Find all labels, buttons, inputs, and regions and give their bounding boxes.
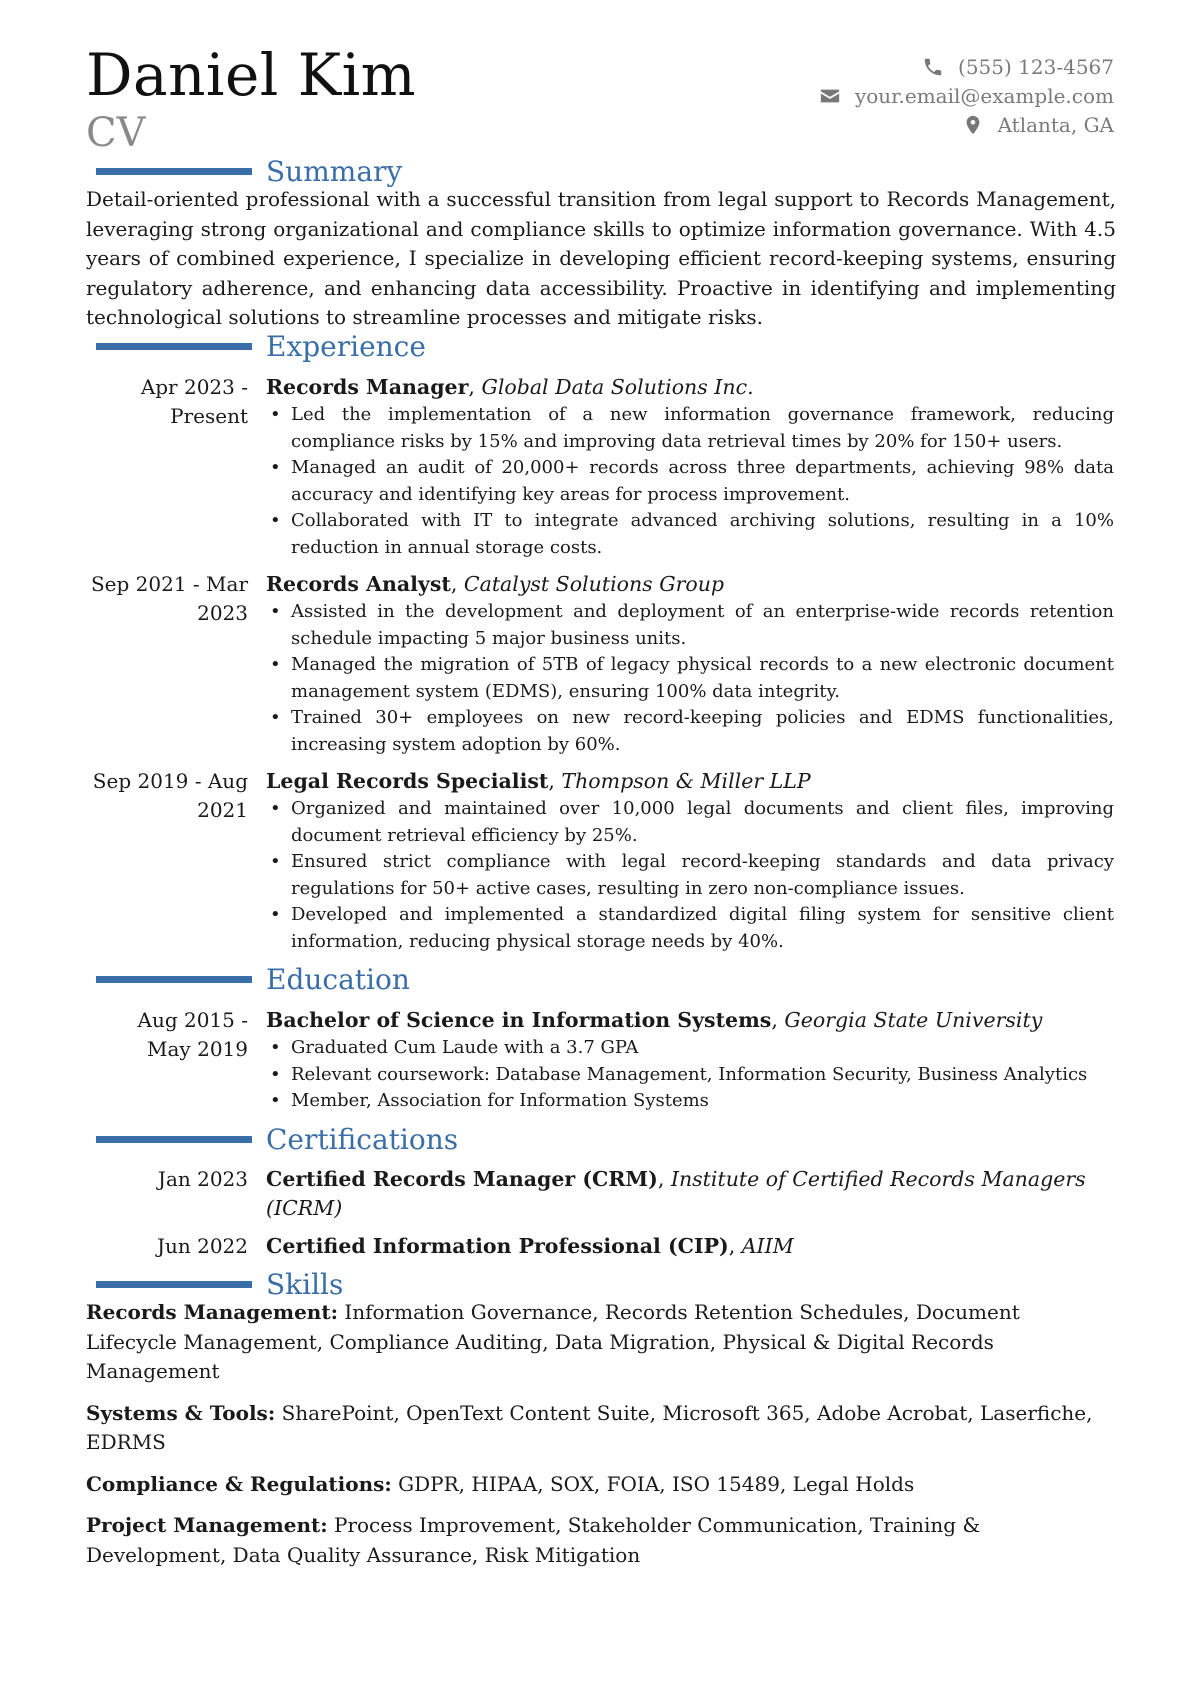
bullet-list bbox=[266, 1035, 1114, 1115]
bullet-item: • Organized and maintained over 10,000 legal documents and client files, improving document retrieval efficiency by 25%. bbox=[266, 796, 1114, 849]
skill-label: Project Management: bbox=[86, 1513, 328, 1537]
entry-body bbox=[266, 373, 1114, 561]
summary-text: Detail-oriented professional with a successful transition from legal support to Records Management, leveraging strong organizational and compliance skills to optimize information governance. With 4.5 years of combined experience, I specialize in developing efficient record-keeping systems, ensuring regulatory adherence, and enhancing data accessibility. Proactive in identifying and implementing technological solutions to streamline processes and mitigate risks. bbox=[86, 187, 1116, 329]
entry-header: Certified Information Professional (CIP), AIIM bbox=[266, 1234, 794, 1258]
entry-date: Jan 2023 bbox=[157, 1167, 248, 1191]
bullet-item: • Collaborated with IT to integrate advanced archiving solutions, resulting in a 10% reduction in annual storage costs. bbox=[266, 508, 1114, 561]
date-end: 2021 bbox=[197, 798, 248, 822]
section-title: Summary bbox=[266, 155, 403, 188]
section-title: Certifications bbox=[266, 1123, 459, 1156]
employer: Global Data Solutions Inc. bbox=[481, 375, 754, 399]
entry-date bbox=[86, 767, 248, 825]
skill-values: Information Governance, Records Retention Schedules, Document Lifecycle Management, Compliance Auditing, Data Migration, Physical & Digital Records Management bbox=[86, 1300, 1020, 1383]
skill-label: Records Management: bbox=[86, 1300, 338, 1324]
education-heading bbox=[0, 963, 1190, 999]
bullet-item: • Graduated Cum Laude with a 3.7 GPA bbox=[266, 1035, 1114, 1062]
map-pin-icon bbox=[962, 114, 984, 136]
degree: Bachelor of Science in Information Systems bbox=[266, 1008, 772, 1032]
job-title: Legal Records Specialist bbox=[266, 769, 549, 793]
entry-body bbox=[266, 1232, 1114, 1261]
entry-date bbox=[86, 373, 248, 431]
skill-label: Compliance & Regulations: bbox=[86, 1471, 392, 1496]
date-start: Aug 2015 - bbox=[137, 1008, 248, 1032]
bullet-item: • Trained 30+ employees on new record-keeping policies and EDMS functionalities, increasing system adoption by 60%. bbox=[266, 705, 1114, 758]
date-start: Sep 2021 - Mar bbox=[90, 572, 248, 596]
entry-body bbox=[266, 1165, 1114, 1223]
certification-issuer: AIIM bbox=[741, 1234, 794, 1258]
entry-header: Legal Records Specialist, Thompson & Miller LLP bbox=[266, 769, 811, 793]
skill-values: GDPR, HIPAA, SOX, FOIA, ISO 15489, Legal Holds bbox=[398, 1471, 915, 1496]
skill-label: Systems & Tools: bbox=[86, 1400, 276, 1425]
skills-list bbox=[86, 1298, 1116, 1582]
date-end: 2023 bbox=[197, 601, 248, 625]
employer: Thompson & Miller LLP bbox=[561, 769, 811, 793]
bullet-item: • Led the implementation of a new information governance framework, reducing compliance risks by 15% and improving data retrieval times by 20% for 150+ users. bbox=[266, 402, 1114, 455]
candidate-name: Daniel Kim bbox=[86, 41, 417, 109]
bullet-list bbox=[266, 402, 1114, 561]
entry-header: Bachelor of Science in Information Systems, Georgia State University bbox=[266, 1008, 1043, 1032]
entry-header: Records Manager, Global Data Solutions Inc. bbox=[266, 375, 754, 399]
bullet-item: • Ensured strict compliance with legal record-keeping standards and data privacy regulations for 50+ active cases, resulting in zero non-compliance issues. bbox=[266, 849, 1114, 902]
section-bar bbox=[96, 343, 252, 350]
employer: Catalyst Solutions Group bbox=[463, 572, 725, 596]
school: Georgia State University bbox=[784, 1008, 1043, 1032]
section-bar bbox=[96, 976, 252, 983]
date-start: Sep 2019 - Aug bbox=[92, 769, 248, 793]
contact-location bbox=[819, 110, 1114, 139]
document-type: CV bbox=[86, 110, 146, 156]
email-link[interactable]: your.email@example.com bbox=[854, 83, 1114, 108]
bullet-item: • Relevant coursework: Database Management, Information Security, Business Analytics bbox=[266, 1062, 1114, 1089]
skill-values: Process Improvement, Stakeholder Communication, Training & Development, Data Quality Assurance, Risk Mitigation bbox=[86, 1513, 981, 1567]
bullet-item: • Managed the migration of 5TB of legacy physical records to a new electronic document management system (EDMS), ensuring 100% data integrity. bbox=[266, 652, 1114, 705]
certification-name: Certified Records Manager (CRM) bbox=[266, 1167, 658, 1191]
entry-body bbox=[266, 570, 1114, 758]
location-text: Atlanta, GA bbox=[997, 112, 1114, 137]
entry-body bbox=[266, 1006, 1114, 1115]
bullet-item: • Managed an audit of 20,000+ records across three departments, achieving 98% data accuracy and identifying key areas for process improvement. bbox=[266, 455, 1114, 508]
skill-group bbox=[86, 1470, 1116, 1500]
skill-group bbox=[86, 1511, 1116, 1570]
experience-heading bbox=[0, 330, 1190, 366]
contact-email bbox=[819, 81, 1114, 110]
bullet-list bbox=[266, 796, 1114, 955]
section-title: Experience bbox=[266, 330, 426, 363]
skill-group bbox=[86, 1298, 1116, 1387]
skill-values: SharePoint, OpenText Content Suite, Microsoft 365, Adobe Acrobat, Laserfiche, EDRMS bbox=[86, 1400, 1093, 1454]
entry-body bbox=[266, 767, 1114, 955]
entry-date bbox=[86, 1006, 248, 1064]
entry-date: Jun 2022 bbox=[156, 1234, 248, 1258]
bullet-item: • Assisted in the development and deployment of an enterprise-wide records retention schedule impacting 5 major business units. bbox=[266, 599, 1114, 652]
entry-date bbox=[86, 570, 248, 628]
phone-text: (555) 123-4567 bbox=[958, 54, 1114, 79]
skill-group bbox=[86, 1399, 1116, 1458]
certification-name: Certified Information Professional (CIP) bbox=[266, 1234, 729, 1258]
section-bar bbox=[96, 168, 252, 175]
date-end: Present bbox=[170, 404, 248, 428]
entry-header: Certified Records Manager (CRM), Institute of Certified Records Managers (ICRM) bbox=[266, 1167, 1086, 1220]
date-start: Apr 2023 - bbox=[140, 375, 248, 399]
entry-header: Records Analyst, Catalyst Solutions Group bbox=[266, 572, 725, 596]
contact-block bbox=[819, 52, 1114, 139]
job-title: Records Manager bbox=[266, 375, 469, 399]
certifications-heading bbox=[0, 1123, 1190, 1159]
bullet-item: • Member, Association for Information Systems bbox=[266, 1088, 1114, 1115]
date-end: May 2019 bbox=[147, 1037, 248, 1061]
job-title: Records Analyst bbox=[266, 572, 451, 596]
certification-issuer: Institute of Certified Records Managers (ICRM) bbox=[266, 1167, 1086, 1220]
section-title: Skills bbox=[266, 1268, 344, 1301]
bullet-item: • Developed and implemented a standardized digital filing system for sensitive client information, reducing physical storage needs by 40%. bbox=[266, 902, 1114, 955]
section-bar bbox=[96, 1281, 252, 1288]
envelope-icon bbox=[819, 85, 841, 107]
bullet-list bbox=[266, 599, 1114, 758]
section-bar bbox=[96, 1136, 252, 1143]
contact-phone bbox=[819, 52, 1114, 81]
phone-icon bbox=[922, 56, 944, 78]
section-title: Education bbox=[266, 963, 410, 996]
